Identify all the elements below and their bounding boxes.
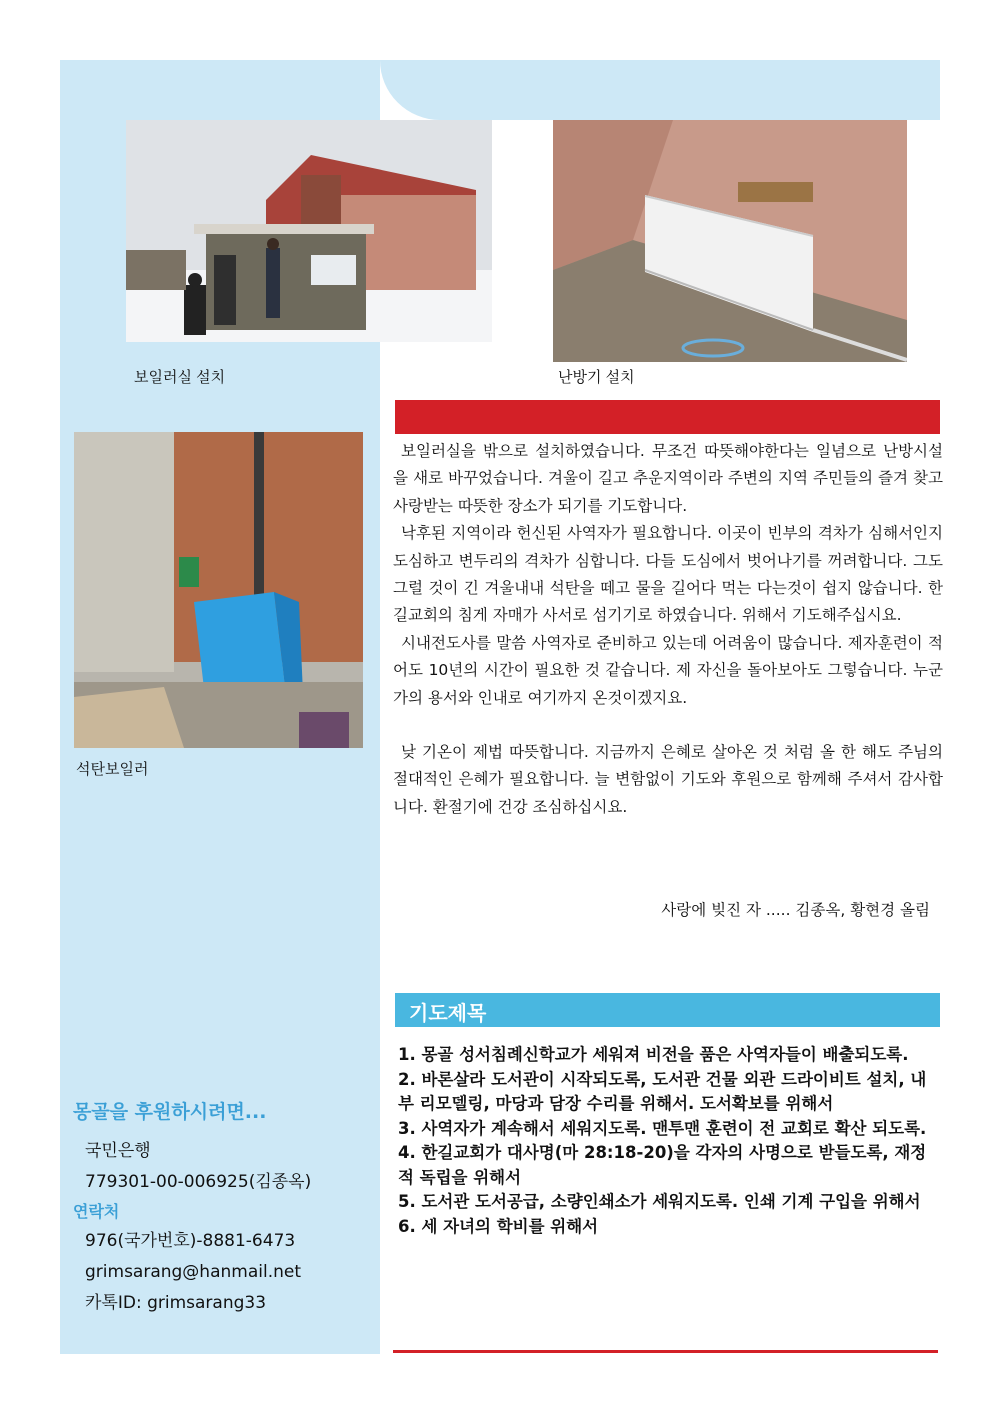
- prayer-item: 2. 바론살라 도서관이 시작되도록, 도서관 건물 외관 드라이비트 설치, 내부 리모델링, 마당과 담장 수리를 위해서. 도서확보를 위해서: [398, 1069, 927, 1113]
- support-info: [73, 1097, 373, 1319]
- coal-boiler-photo: [74, 432, 363, 748]
- top-band-background: [380, 60, 940, 120]
- prayer-item: 6. 세 자녀의 학비를 위해서: [398, 1216, 599, 1236]
- caption-radiator: 난방기 설치: [558, 369, 635, 386]
- support-title: 몽골을 후원하시려면...: [73, 1101, 267, 1123]
- letter-body: [393, 438, 943, 821]
- letter-header-bar: [395, 400, 940, 434]
- prayer-list: [398, 1043, 938, 1239]
- phone-number: 976(국가번호)-8881-6473: [85, 1231, 296, 1251]
- bottom-divider: [393, 1350, 938, 1353]
- letter-signature: 사랑에 빚진 자 ..... 김종옥, 황현경 올림: [661, 901, 930, 919]
- prayer-item: 1. 몽골 성서침례신학교가 세워져 비전을 품은 사역자들이 배출되도록.: [398, 1045, 909, 1064]
- caption-coal-boiler: 석탄보일러: [76, 761, 149, 778]
- boiler-room-photo: [126, 120, 492, 342]
- prayer-item: 5. 도서관 도서공급, 소량인쇄소가 세워지도록. 인쇄 기계 구입을 위해서: [398, 1192, 921, 1211]
- kakao-id: 카톡ID: grimsarang33: [85, 1293, 267, 1313]
- letter-paragraph: 보일러실을 밖으로 설치하였습니다. 무조건 따뜻해야한다는 일념으로 난방시설을 새로 바꾸었습니다. 겨울이 길고 추운지역이라 주변의 지역 주민들의 즐겨 찾고 사랑받는 따뜻한 장소가 되기를 기도합니다.: [393, 442, 943, 515]
- bank-account: 779301-00-006925(김종옥): [85, 1172, 312, 1192]
- email-address: grimsarang@hanmail.net: [85, 1262, 302, 1282]
- letter-paragraph: 낮 기온이 제법 따뜻합니다. 지금까지 은혜로 살아온 것 처럼 올 한 해도 주님의 절대적인 은혜가 필요합니다. 늘 변함없이 기도와 후원으로 함께해 주셔서 감사합니다. 환절기에 건강 조심하십시요.: [393, 743, 943, 816]
- prayer-title: 기도제목: [395, 993, 940, 1027]
- radiator-photo: [553, 120, 907, 362]
- prayer-item: 4. 한길교회가 대사명(마 28:18-20)을 각자의 사명으로 받들도록, 재정적 독립을 위해서: [398, 1143, 927, 1187]
- contact-title: 연락처: [73, 1202, 120, 1221]
- letter-paragraph: 시내전도사를 말씀 사역자로 준비하고 있는데 어려움이 많습니다. 제자훈련이 적어도 10년의 시간이 필요한 것 같습니다. 제 자신을 돌아보아도 그렇습니다. 누군가의 용서와 인내로 여기까지 온것이겠지요.: [393, 633, 943, 707]
- letter-paragraph: 낙후된 지역이라 헌신된 사역자가 필요합니다. 이곳이 빈부의 격차가 심해서인지 도심하고 변두리의 격차가 심합니다. 다들 도심에서 벗어나기를 꺼려합니다. 그도 그럴 것이 긴 겨울내내 석탄을 떼고 물을 길어다 먹는 다는것이 쉽지 않습니다. 한길교회의 침게 자매가 사서로 섬기기로 하였습니다. 위해서 기도해주십시요.: [393, 524, 943, 625]
- bank-name: 국민은행: [85, 1141, 151, 1161]
- caption-boiler-room: 보일러실 설치: [134, 369, 226, 386]
- prayer-item: 3. 사역자가 계속해서 세워지도록. 맨투맨 훈련이 전 교회로 확산 되도록.: [398, 1118, 927, 1138]
